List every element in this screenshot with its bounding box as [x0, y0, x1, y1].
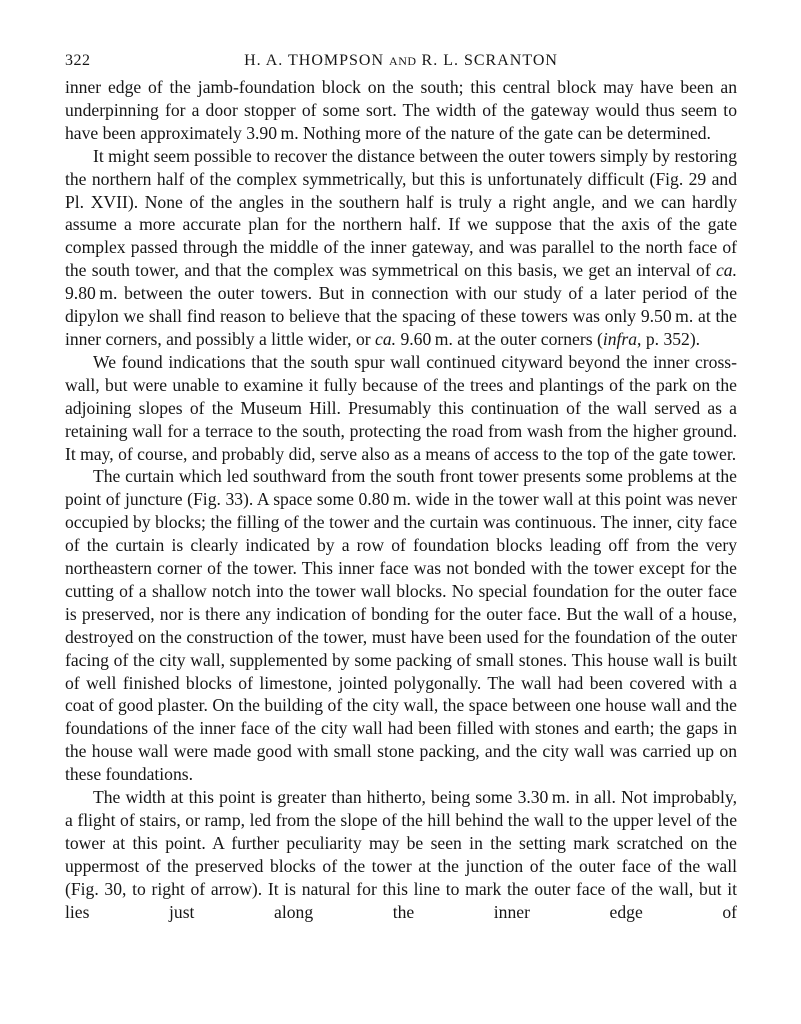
text-run: It might seem possible to recover the distance between the outer towers simply by restoring the northern half of the complex symmetrically, but this is unfortunately difficult (Fig. 29 and Pl. XVII). None of the angles in the southern half is truly a right angle, and we can hardly assume a more accurate plan for the northern half. If we suppose that the axis of the gate complex passed through the middle of the inner gateway, and was parallel to the north face of the south tower, and that the complex was symmetrical on this basis, we get an interval of	[65, 145, 737, 281]
body-text	[65, 76, 737, 924]
running-title	[65, 52, 737, 70]
text-run: , p. 352).	[637, 328, 701, 349]
text-run: inner edge of the jamb-foundation block on the south; this central block may have been an underpinning for a door stopper of some sort. The width of the gateway would thus seem to have been approximately 3.90 m. Nothing more of the nature of the gate can be determined.	[65, 77, 737, 143]
text-run: The width at this point is greater than hitherto, being some 3.30 m. in all. Not improbably, a flight of stairs, or ramp, led from the slope of the hill behind the wall to the upper level of the tower at this point. A further peculiarity may be seen in the setting mark scratched on the uppermost of the preserved blocks of the tower at the junction of the outer face of the wall (Fig. 30, to right of arrow). It is natural for this line to mark the outer face of the wall, but it lies just along the inner edge of	[65, 787, 737, 922]
italic-text: infra	[602, 328, 638, 349]
italic-text: ca.	[375, 328, 397, 349]
paragraph	[65, 145, 737, 351]
italic-text: ca.	[715, 260, 737, 281]
paragraph	[65, 465, 737, 786]
paragraph	[65, 76, 737, 145]
author-2: R. L. SCRANTON	[421, 52, 558, 69]
running-head	[65, 48, 737, 76]
author-1: H. A. THOMPSON	[244, 52, 385, 69]
author-conjunction: AND	[389, 54, 417, 68]
text-run: 9.80 m. between the outer towers. But in connection with our study of a later period of the dipylon we shall find reason to believe that the spacing of these towers was only 9.50 m. at the inner corners, and possibly a little wider, or	[65, 283, 737, 349]
text-run: We found indications that the south spur wall continued cityward beyond the inner cross-wall, but were unable to examine it fully because of the trees and plantings of the park on the adjoining slopes of the Museum Hill. Presumably this continuation of the wall served as a retaining wall for a terrace to the south, protecting the road from wash from the higher ground. It may, of course, and probably did, serve also as a means of access to the top of the gate tower.	[65, 351, 737, 464]
paragraph	[65, 786, 737, 923]
page-number: 322	[65, 52, 91, 69]
text-run: The curtain which led southward from the south front tower presents some problems at the point of juncture (Fig. 33). A space some 0.80 m. wide in the tower wall at this point was never occupied by blocks; the filling of the tower and the curtain was continuous. The inner, city face of the curtain is clearly indicated by a row of foundation blocks leading off from the very northeastern corner of the tower. This inner face was not bonded with the tower except for the cutting of a shallow notch into the tower wall blocks. No special foundation for the outer face is preserved, nor is there any indication of bonding for the outer face. But the wall of a house, destroyed on the construction of the tower, must have been used for the foundation of the outer facing of the city wall, supplemented by some packing of small stones. This house wall is built of well finished blocks of limestone, jointed polygonally. The wall had been covered with a coat of good plaster. On the building of the city wall, the space between one house wall and the foundations of the inner face of the city wall had been filled with stones and earth; the gaps in the house wall were made good with small stone packing, and the city wall was carried up on these foundations.	[65, 466, 737, 785]
paragraph	[65, 351, 737, 466]
text-run: 9.60 m. at the outer corners (	[396, 328, 603, 349]
page	[65, 48, 737, 924]
